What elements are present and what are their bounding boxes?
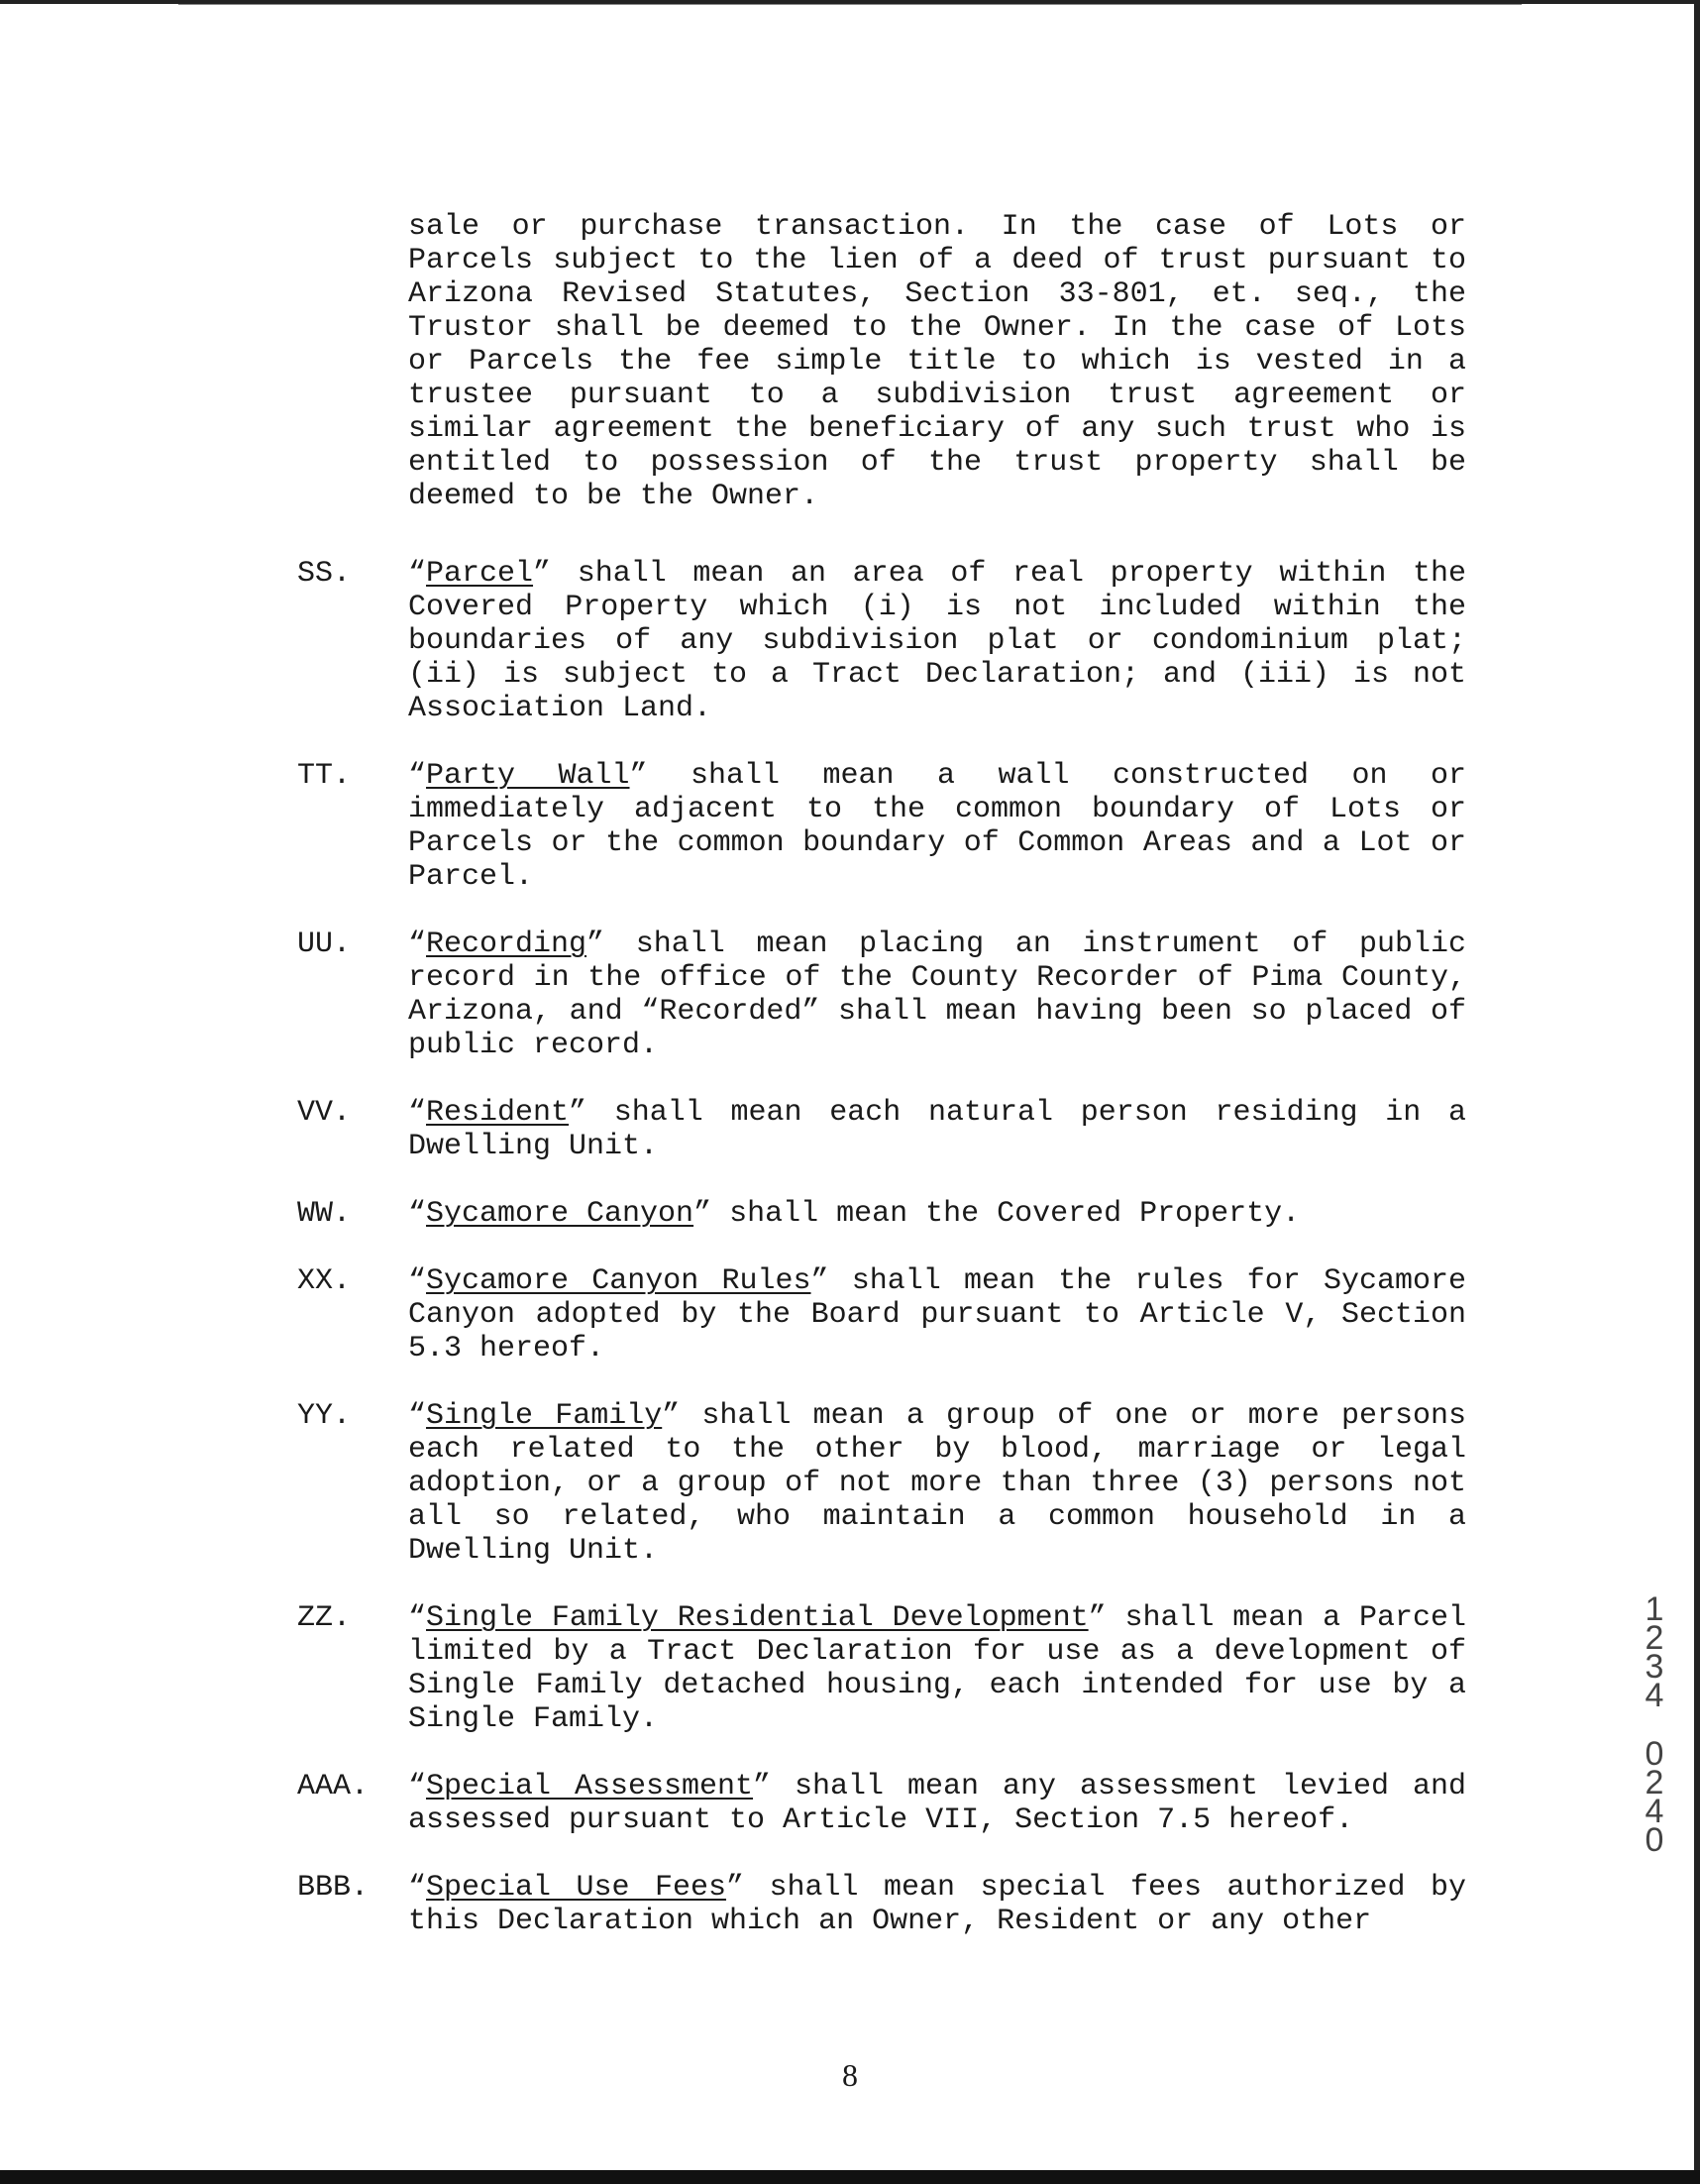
document-body [297, 210, 1466, 1972]
definition-text: “Resident” shall mean each natural person residing in a Dwelling Unit. [408, 1096, 1466, 1163]
scan-right-edge [1694, 0, 1700, 2184]
definition-label: ZZ. [297, 1601, 352, 1635]
side-stamp [1635, 1590, 1674, 1859]
defined-term: Sycamore Canyon Rules [426, 1264, 811, 1298]
defined-term: Single Family Residential Development [426, 1601, 1089, 1635]
side-stamp-top [1635, 1590, 1674, 1714]
defined-term: Special Assessment [426, 1770, 754, 1803]
definition-label: SS. [297, 557, 352, 591]
definition-label: TT. [297, 759, 352, 793]
definition-body: shall mean special fees authorized by this Declaration which an Owner, Resident or any other [408, 1871, 1466, 1938]
definition-text: “Special Use Fees” shall mean special fees authorized by this Declaration which an Owner, Resident or any other [408, 1871, 1466, 1938]
defined-term: Special Use Fees [426, 1871, 727, 1905]
definition-body: shall mean the rules for Sycamore Canyon adopted by the Board pursuant to Article V, Section 5.3 hereof. [408, 1264, 1466, 1365]
definition-item [297, 1096, 1466, 1163]
definition-label: VV. [297, 1096, 352, 1130]
definition-label: WW. [297, 1197, 352, 1231]
scan-bottom-edge [0, 2170, 1700, 2184]
definition-label: BBB. [297, 1871, 370, 1905]
definition-body: shall mean a wall constructed on or immediately adjacent to the common boundary of Lots or Parcels or the common boundary of Common Areas and a Lot or Parcel. [408, 759, 1467, 894]
stamp-digit: 2 [1645, 1619, 1664, 1657]
stamp-digit: 0 [1645, 1735, 1664, 1773]
defined-term: Recording [426, 928, 587, 961]
definition-text: “Sycamore Canyon Rules” shall mean the rules for Sycamore Canyon adopted by the Board pursuant to Article V, Section 5.3 hereof. [408, 1264, 1466, 1365]
definition-text: “Single Family” shall mean a group of one or more persons each related to the other by blood, marriage or legal adoption, or a group of not more than three (3) persons not all so related, who maintain a common household in a Dwelling Unit. [408, 1399, 1466, 1568]
stamp-digit: 4 [1645, 1677, 1664, 1714]
definition-item [297, 759, 1466, 894]
definition-label: UU. [297, 928, 352, 961]
definition-text: “Sycamore Canyon” shall mean the Covered Property. [408, 1197, 1301, 1231]
stamp-digit: 2 [1645, 1764, 1664, 1802]
definition-body: shall mean an area of real property within the Covered Property which (i) is not included within the boundaries of any subdivision plat or condominium plat; (ii) is subject to a Tract Declaration; and (iii) is not Association Land. [408, 557, 1466, 725]
page-number: 8 [842, 2057, 858, 2093]
definition-item [297, 1871, 1466, 1938]
definition-body: shall mean the Covered Property. [711, 1197, 1301, 1231]
side-stamp-bottom [1635, 1735, 1674, 1859]
definition-item [297, 557, 1466, 725]
defined-term: Resident [426, 1096, 570, 1130]
definition-label: XX. [297, 1264, 352, 1298]
definition-label: AAA. [297, 1770, 370, 1803]
definition-body: shall mean a group of one or more persons each related to the other by blood, marriage or legal adoption, or a group of not more than three (3) persons not all so related, who maintain a common household in a Dwelling Unit. [408, 1399, 1466, 1568]
stamp-digit: 3 [1645, 1648, 1664, 1686]
definition-body: shall mean any assessment levied and assessed pursuant to Article VII, Section 7.5 hereof. [408, 1770, 1466, 1837]
defined-term: Single Family [426, 1399, 663, 1433]
definition-body: shall mean each natural person residing in a Dwelling Unit. [408, 1096, 1466, 1163]
stamp-digit: 4 [1645, 1793, 1664, 1830]
definition-item [297, 1197, 1466, 1231]
definition-label: YY. [297, 1399, 352, 1433]
definition-body: shall mean a Parcel limited by a Tract Declaration for use as a development of Single Family detached housing, each intended for use by a Single Family. [408, 1601, 1466, 1736]
stamp-digit: 0 [1645, 1821, 1664, 1859]
definition-text: “Single Family Residential Development” shall mean a Parcel limited by a Tract Declaration for use as a development of Single Family detached housing, each intended for use by a Single Family. [408, 1601, 1466, 1736]
definition-item [297, 928, 1466, 1062]
definitions-list [297, 557, 1466, 1938]
definition-item [297, 1264, 1466, 1365]
scan-top-rule [178, 4, 1522, 5]
definition-text: “Parcel” shall mean an area of real property within the Covered Property which (i) is not included within the boundaries of any subdivision plat or condominium plat; (ii) is subject to a Tract Declaration; and (iii) is not Association Land. [408, 557, 1466, 725]
definition-text: “Special Assessment” shall mean any assessment levied and assessed pursuant to Article VII, Section 7.5 hereof. [408, 1770, 1466, 1837]
definition-item [297, 1601, 1466, 1736]
definition-text: “Party Wall” shall mean a wall constructed on or immediately adjacent to the common boundary of Lots or Parcels or the common boundary of Common Areas and a Lot or Parcel. [408, 759, 1467, 894]
stamp-digit: 1 [1645, 1590, 1664, 1628]
definition-item [297, 1770, 1466, 1837]
definition-text: “Recording” shall mean placing an instrument of public record in the office of the County Recorder of Pima County, Arizona, and “Recorded” shall mean having been so placed of public record. [408, 928, 1466, 1062]
intro-paragraph: sale or purchase transaction. In the case of Lots or Parcels subject to the lien of a deed of trust pursuant to Arizona Revised Statutes, Section 33-801, et. seq., the Trustor shall be deemed to the Owner. In the case of Lots or Parcels the fee simple title to which is vested in a trustee pursuant to a subdivision trust agreement or similar agreement the beneficiary of any such trust who is entitled to possession of the trust property shall be deemed to be the Owner. [408, 210, 1466, 513]
definition-body: shall mean placing an instrument of public record in the office of the County Recorder of Pima County, Arizona, and “Recorded” shall mean having been so placed of public record. [408, 928, 1466, 1062]
defined-term: Party Wall [426, 759, 630, 793]
defined-term: Sycamore Canyon [426, 1197, 694, 1231]
definition-item [297, 1399, 1466, 1568]
defined-term: Parcel [426, 557, 534, 591]
